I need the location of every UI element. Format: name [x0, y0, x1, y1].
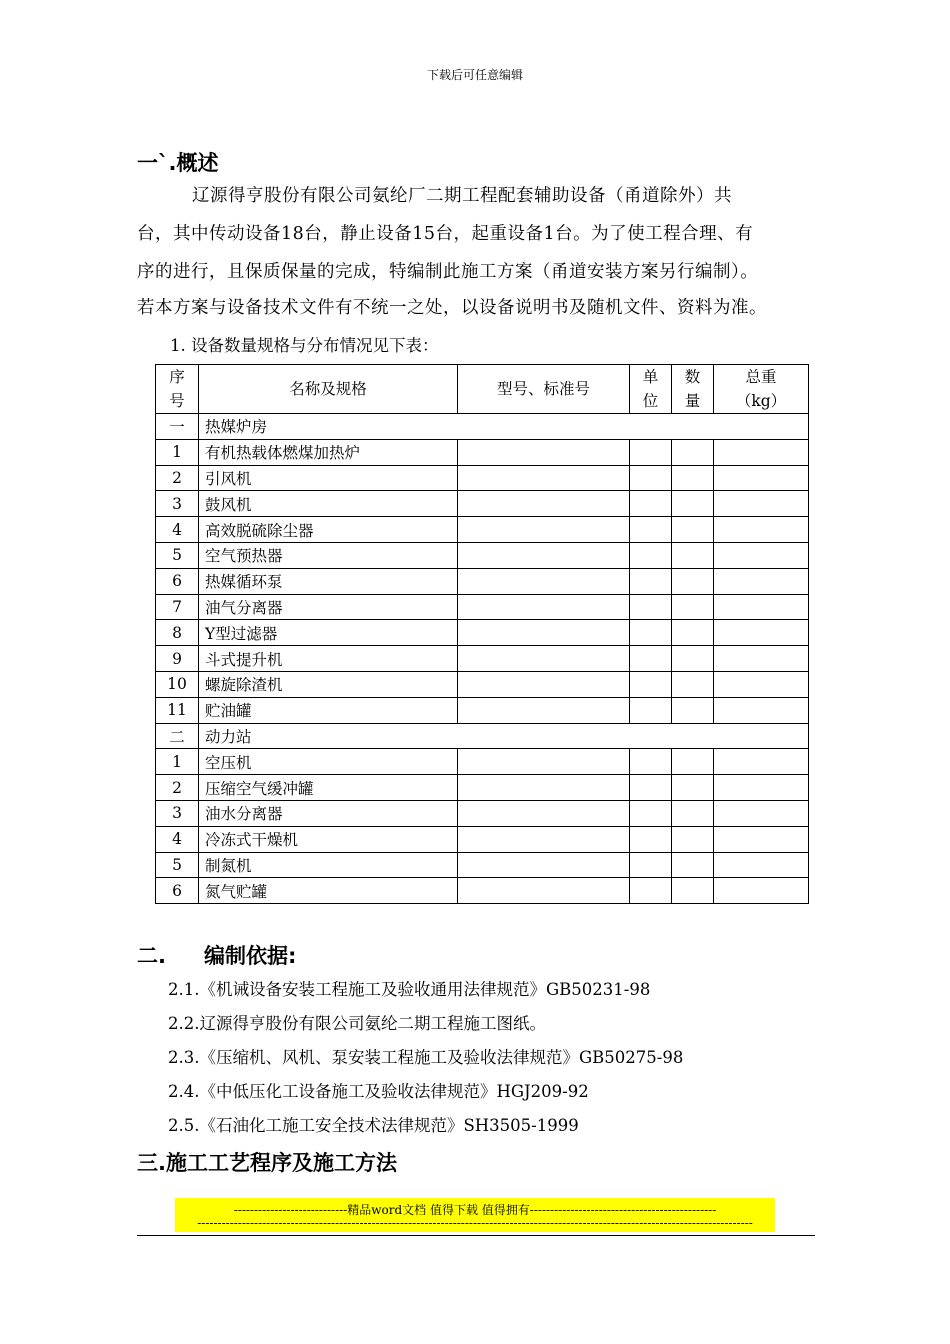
row-unit-cell [630, 620, 672, 646]
table-intro: 1. 设备数量规格与分布情况见下表： [170, 336, 439, 355]
row-name-cell: 引风机 [199, 465, 458, 491]
table-row [156, 800, 809, 826]
row-seq-cell: 7 [156, 594, 199, 620]
header-seq: 序 号 [156, 365, 199, 414]
row-model-cell [458, 878, 630, 904]
row-name-cell: 有机热载体燃煤加热炉 [199, 439, 458, 465]
row-weight-cell [714, 568, 809, 594]
row-seq-cell: 6 [156, 568, 199, 594]
row-seq-cell: 3 [156, 491, 199, 517]
row-qty-cell [672, 594, 714, 620]
row-name-cell: 油水分离器 [199, 800, 458, 826]
row-seq-cell: 4 [156, 826, 199, 852]
row-qty-cell [672, 800, 714, 826]
row-qty-cell [672, 491, 714, 517]
row-weight-cell [714, 775, 809, 801]
table-row [156, 568, 809, 594]
row-seq-cell: 二 [156, 723, 199, 749]
row-qty-cell [672, 568, 714, 594]
footer-rule [137, 1235, 815, 1236]
paragraph-line-3: 序的进行，且保质保量的完成，特编制此施工方案（甬道安装方案另行编制）。 [137, 262, 759, 282]
row-model-cell [458, 439, 630, 465]
footer-banner [175, 1198, 775, 1232]
row-qty-cell [672, 878, 714, 904]
table-row [156, 878, 809, 904]
footer-banner-line-1: ----------------------------精品word文档 值得下载 值得拥有---------------------------------------------- [233, 1203, 717, 1217]
row-qty-cell [672, 517, 714, 543]
table-group-row [156, 414, 809, 440]
row-model-cell [458, 594, 630, 620]
table-row [156, 671, 809, 697]
row-name-cell: 热媒循环泵 [199, 568, 458, 594]
section2-heading: 编制依据: [204, 944, 297, 968]
reference-item-4: 2.4.《中低压化工设备施工及验收法律规范》HGJ209-92 [168, 1082, 589, 1101]
row-name-cell: Y型过滤器 [199, 620, 458, 646]
paragraph-line-4: 若本方案与设备技术文件有不统一之处，以设备说明书及随机文件、资料为准。 [137, 298, 767, 318]
row-weight-cell [714, 439, 809, 465]
section3-heading: 三.施工工艺程序及施工方法 [137, 1151, 397, 1175]
row-model-cell [458, 491, 630, 517]
table-group-row [156, 723, 809, 749]
table-row [156, 620, 809, 646]
row-name-cell: 空压机 [199, 749, 458, 775]
row-unit-cell [630, 671, 672, 697]
reference-item-2: 2.2.辽源得亨股份有限公司氨纶二期工程施工图纸。 [168, 1014, 546, 1033]
table-row [156, 697, 809, 723]
row-model-cell [458, 517, 630, 543]
row-qty-cell [672, 852, 714, 878]
row-model-cell [458, 620, 630, 646]
row-name-cell: 高效脱硫除尘器 [199, 517, 458, 543]
row-unit-cell [630, 465, 672, 491]
row-unit-cell [630, 517, 672, 543]
row-qty-cell [672, 646, 714, 672]
row-qty-cell [672, 439, 714, 465]
row-qty-cell [672, 697, 714, 723]
row-weight-cell [714, 620, 809, 646]
row-seq-cell: 9 [156, 646, 199, 672]
table-row [156, 646, 809, 672]
row-qty-cell [672, 775, 714, 801]
row-qty-cell [672, 749, 714, 775]
row-model-cell [458, 800, 630, 826]
row-weight-cell [714, 826, 809, 852]
footer-banner-line-2: ----------------------------------------------------------------------------------------------------------------------------------------- [197, 1216, 753, 1230]
row-unit-cell [630, 542, 672, 568]
row-seq-cell: 一 [156, 414, 199, 440]
header-name: 名称及规格 [199, 365, 458, 414]
row-name-cell: 冷冻式干燥机 [199, 826, 458, 852]
row-weight-cell [714, 800, 809, 826]
row-model-cell [458, 749, 630, 775]
table-row [156, 517, 809, 543]
row-qty-cell [672, 465, 714, 491]
row-unit-cell [630, 749, 672, 775]
table-row [156, 439, 809, 465]
table-row [156, 465, 809, 491]
row-seq-cell: 2 [156, 775, 199, 801]
row-name-cell: 螺旋除渣机 [199, 671, 458, 697]
row-qty-cell [672, 671, 714, 697]
row-name-cell: 油气分离器 [199, 594, 458, 620]
row-unit-cell [630, 646, 672, 672]
row-seq-cell: 5 [156, 542, 199, 568]
row-seq-cell: 2 [156, 465, 199, 491]
row-weight-cell [714, 542, 809, 568]
row-model-cell [458, 826, 630, 852]
row-seq-cell: 6 [156, 878, 199, 904]
row-unit-cell [630, 697, 672, 723]
row-weight-cell [714, 671, 809, 697]
row-qty-cell [672, 542, 714, 568]
row-seq-cell: 5 [156, 852, 199, 878]
row-name-cell: 热媒炉房 [199, 414, 809, 440]
row-weight-cell [714, 594, 809, 620]
header-weight: 总重 （kg） [714, 365, 809, 414]
paragraph-line-1: 辽源得亨股份有限公司氨纶厂二期工程配套辅助设备（甬道除外）共 [192, 186, 732, 206]
row-unit-cell [630, 878, 672, 904]
row-seq-cell: 11 [156, 697, 199, 723]
row-model-cell [458, 568, 630, 594]
header-model: 型号、标准号 [458, 365, 630, 414]
row-qty-cell [672, 620, 714, 646]
row-seq-cell: 1 [156, 439, 199, 465]
row-name-cell: 空气预热器 [199, 542, 458, 568]
row-model-cell [458, 697, 630, 723]
row-model-cell [458, 852, 630, 878]
row-name-cell: 制氮机 [199, 852, 458, 878]
row-seq-cell: 8 [156, 620, 199, 646]
row-unit-cell [630, 594, 672, 620]
row-weight-cell [714, 646, 809, 672]
header-note: 下载后可任意编辑 [426, 68, 523, 82]
table-row [156, 749, 809, 775]
table-row [156, 852, 809, 878]
row-weight-cell [714, 852, 809, 878]
table-row [156, 491, 809, 517]
row-seq-cell: 4 [156, 517, 199, 543]
section1-heading: 一`.概述 [137, 151, 219, 175]
row-model-cell [458, 542, 630, 568]
header-qty: 数 量 [672, 365, 714, 414]
row-unit-cell [630, 568, 672, 594]
row-model-cell [458, 465, 630, 491]
row-name-cell: 氮气贮罐 [199, 878, 458, 904]
row-model-cell [458, 775, 630, 801]
row-name-cell: 斗式提升机 [199, 646, 458, 672]
row-seq-cell: 1 [156, 749, 199, 775]
reference-item-3: 2.3.《压缩机、风机、泵安装工程施工及验收法律规范》GB50275-98 [168, 1048, 684, 1067]
row-unit-cell [630, 775, 672, 801]
table-row [156, 826, 809, 852]
row-weight-cell [714, 749, 809, 775]
section2-heading-number: 二. [137, 944, 166, 968]
table-row [156, 594, 809, 620]
reference-item-1: 2.1.《机诫设备安装工程施工及验收通用法律规范》GB50231-98 [168, 980, 651, 999]
row-unit-cell [630, 800, 672, 826]
row-seq-cell: 3 [156, 800, 199, 826]
paragraph-line-2: 台，其中传动设备18台，静止设备15台，起重设备1台。为了使工程合理、有 [137, 224, 754, 244]
row-unit-cell [630, 852, 672, 878]
reference-item-5: 2.5.《石油化工施工安全技术法律规范》SH3505-1999 [168, 1116, 579, 1135]
row-name-cell: 动力站 [199, 723, 809, 749]
row-name-cell: 鼓风机 [199, 491, 458, 517]
row-model-cell [458, 671, 630, 697]
row-weight-cell [714, 491, 809, 517]
equipment-table [155, 364, 809, 904]
table-header-row [156, 365, 809, 414]
row-name-cell: 压缩空气缓冲罐 [199, 775, 458, 801]
row-unit-cell [630, 439, 672, 465]
row-unit-cell [630, 826, 672, 852]
row-model-cell [458, 646, 630, 672]
row-weight-cell [714, 697, 809, 723]
table-row [156, 542, 809, 568]
row-weight-cell [714, 465, 809, 491]
row-name-cell: 贮油罐 [199, 697, 458, 723]
row-seq-cell: 10 [156, 671, 199, 697]
row-qty-cell [672, 826, 714, 852]
header-unit: 单 位 [630, 365, 672, 414]
row-weight-cell [714, 517, 809, 543]
row-weight-cell [714, 878, 809, 904]
row-unit-cell [630, 491, 672, 517]
table-row [156, 775, 809, 801]
